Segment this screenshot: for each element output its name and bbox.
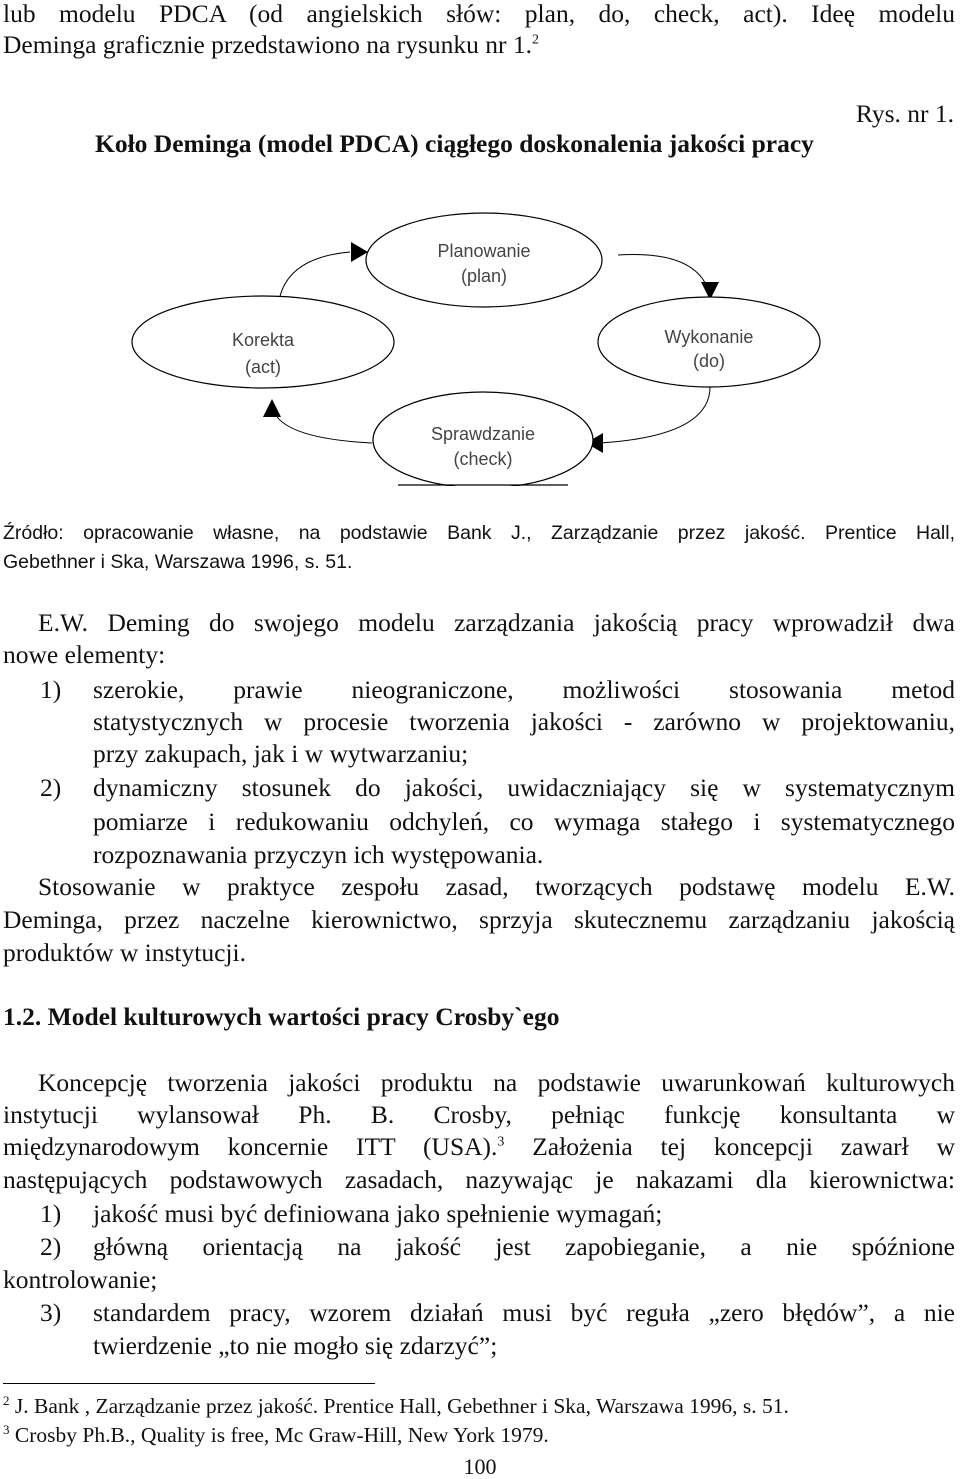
node-plan-name: Planowanie <box>437 241 531 261</box>
section-para-line-3: międzynarodowym koncernie ITT (USA).$^3$ Założenia tej koncepcji zawarł w <box>3 1132 955 1161</box>
figure-label: Rys. nr 1. <box>855 99 954 128</box>
figure-source-line-1: Źródło: opracowanie własne, na podstawie Bank J., Zarządzanie przez jakość. Prentice Hall, <box>3 522 955 544</box>
footnote-3-num: 3 <box>3 1421 10 1437</box>
node-do-sub: (do) <box>692 351 726 371</box>
para1-line-1: E.W. Deming do swojego modelu zarządzania jakością pracy wprowadził dwa <box>38 608 955 637</box>
figure-title: Koło Deminga (model PDCA) ciągłego doskonalenia jakości pracy <box>95 129 814 158</box>
intro-line-2: Deminga graficznie przedstawiono na rysunku nr 1.$^2$ <box>3 30 539 59</box>
node-act-name: Korekta <box>231 330 295 350</box>
footnote-2: $^2$ J. Bank , Zarządzanie przez jakość. Prentice Hall, Gebethner i Ska, Warszawa 1996, s. 51. <box>3 1392 789 1418</box>
intro-line-1: lub modelu PDCA (od angielskich słów: plan, do, check, act). Ideę modelu <box>3 0 955 28</box>
list1-item1-line3: przy zakupach, jak i w wytwarzaniu; <box>93 739 469 768</box>
figure-source-line-2: Gebethner i Ska, Warszawa 1996, s. 51. <box>3 551 353 573</box>
footnote-ref-2[interactable]: 2 <box>531 32 539 48</box>
list2-item2-cont: kontrolowanie; <box>3 1265 158 1294</box>
list2-item3-cont: twierdzenie „to nie mogło się zdarzyć”; <box>93 1331 498 1360</box>
list2-item2-text: główną orientacją na jakość jest zapobieganie, a nie spóźnione <box>93 1232 955 1261</box>
section-para-line-2: instytucji wylansował Ph. B. Crosby, pełniąc funkcję konsultanta w <box>3 1100 955 1129</box>
para1-after-line-1: Stosowanie w praktyce zespołu zasad, tworzących podstawę modelu E.W. <box>38 872 955 901</box>
arc-plan-to-do <box>618 255 710 296</box>
para1-after-line-2: Deminga, przez naczelne kierownictwo, sprzyja skutecznemu zarządzaniu jakością <box>3 905 955 934</box>
list1-item2-num: 2) <box>40 773 62 802</box>
list2-item2-num: 2) <box>40 1232 62 1261</box>
footnote-3: $^3$ Crosby Ph.B., Quality is free, Mc Graw-Hill, New York 1979. <box>3 1421 549 1447</box>
arc-do-to-check <box>600 385 710 443</box>
node-plan-sub: (plan) <box>460 266 508 286</box>
node-check-name: Sprawdzanie <box>430 424 536 444</box>
node-do-name: Wykonanie <box>664 327 754 347</box>
section-para-line-4: następujących podstawowych zasadach, nazywając je nakazami dla kierownictwa: <box>3 1165 955 1194</box>
list1-item1-line2: statystycznych w procesie tworzenia jakości - zarówno w projektowaniu, <box>93 707 955 736</box>
arrow-to-act <box>263 399 281 417</box>
list1-item2-line1: dynamiczny stosunek do jakości, uwidaczniający się w systematycznym <box>93 773 955 802</box>
page-number: 100 <box>463 1454 497 1479</box>
list2-item3-text: standardem pracy, wzorem działań musi być reguła „zero błędów”, a nie <box>93 1298 955 1327</box>
section-heading: 1.2. Model kulturowych wartości pracy Crosby`ego <box>3 1002 560 1031</box>
para1-after-line-3: produktów w instytucji. <box>3 938 246 967</box>
list2-item1-num: 1) <box>40 1199 62 1228</box>
pdca-diagram <box>0 0 960 500</box>
list1-item1-num: 1) <box>40 675 62 704</box>
list1-item1-line1: szerokie, prawie nieograniczone, możliwości stosowania metod <box>93 675 955 704</box>
list2-item1-text: jakość musi być definiowana jako spełnienie wymagań; <box>93 1199 663 1228</box>
footnote-separator <box>3 1383 375 1384</box>
list1-item2-line3: rozpoznawania przyczyn ich występowania. <box>93 840 544 869</box>
para1-line-2: nowe elementy: <box>3 640 166 669</box>
footnote-ref-3[interactable]: 3 <box>497 1134 505 1150</box>
node-check-sub: (check) <box>453 449 513 469</box>
section-para-line-1: Koncepcję tworzenia jakości produktu na podstawie uwarunkowań kulturowych <box>38 1068 955 1097</box>
list2-item3-num: 3) <box>40 1298 62 1327</box>
arc-check-to-act <box>272 404 372 443</box>
node-act-sub: (act) <box>245 357 281 377</box>
footnote-2-num: 2 <box>3 1392 10 1408</box>
list1-item2-line2: pomiarze i redukowaniu odchyleń, co wymaga stałego i systematycznego <box>93 807 955 836</box>
